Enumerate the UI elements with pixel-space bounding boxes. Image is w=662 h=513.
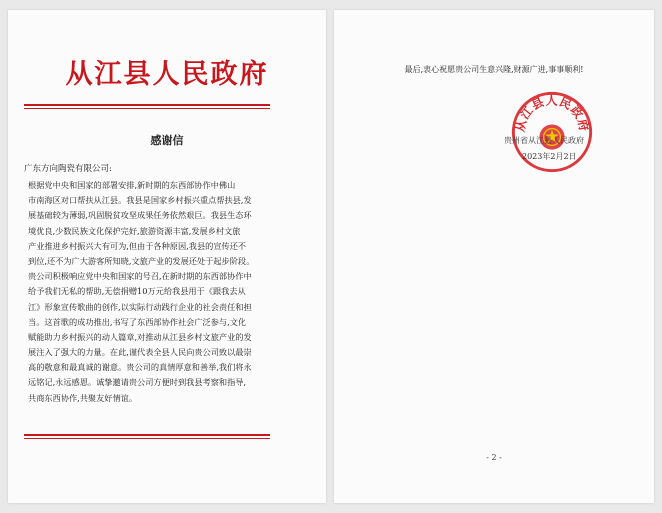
page-number: - 2 -	[486, 453, 502, 462]
signature-organization: 贵州省从江县人民政府	[504, 136, 584, 145]
letter-body-line: 江》形象宣传歌曲的创作,以实际行动践行企业的社会责任和担	[28, 301, 252, 312]
seal-text: 从江县人民政府	[512, 93, 592, 134]
document-page-1	[8, 10, 326, 503]
letter-body-line: 到位,还不为广大游客所知晓,文旅产业的发展还处于起步阶段。	[28, 255, 255, 266]
letterhead-title: 从江县人民政府	[65, 59, 269, 90]
letter-body-line: 当。这首歌的成功推出,书写了东西部协作社会广泛参与,文化	[28, 316, 247, 327]
letter-body-line: 市南海区对口帮扶从江县。我县是国家乡村振兴重点帮扶县,发	[28, 195, 252, 206]
letter-body-line: 共商东西协作,共聚友好情谊。	[28, 392, 138, 403]
letter-body-line: 展注入了强大的力量。在此,谨代表全县人民向贵公司致以最崇	[28, 347, 252, 358]
letter-body-line: 展基础较为薄弱,巩固脱贫攻坚成果任务依然艰巨。我县生态环	[28, 210, 252, 221]
footer-divider-thick	[24, 434, 270, 436]
letter-body-line: 高的敬意和最真诚的谢意。贵公司的真情厚意和善举,我们将永	[28, 362, 252, 373]
letter-body-line: 产业推进乡村振兴大有可为,但由于各种原因,我县的宣传还不	[28, 240, 247, 251]
letter-body-line: 根据党中央和国家的部署安排,新时期的东西部协作中佛山	[28, 180, 236, 190]
footer-divider-thin	[24, 438, 270, 439]
letter-body-line: 赋能助力乡村振兴的动人篇章,对推动从江县乡村文旅产业的发	[28, 331, 252, 342]
letter-body-line: 给予我们无私的帮助,无偿捐赠10万元给我县用于《跟我去从	[28, 286, 246, 297]
salutation: 广东方向陶瓷有限公司:	[24, 164, 112, 174]
header-divider-thick	[24, 104, 270, 106]
document-title: 感谢信	[150, 134, 184, 147]
letter-body-line: 贵公司积极响应党中央和国家的号召,在新时期的东西部协作中	[28, 271, 252, 282]
closing-wishes: 最后,衷心祝愿贵公司生意兴隆,财源广进,事事顺利!	[404, 65, 584, 74]
letter-body-line: 远铭记,永远感恩。诚挚邀请贵公司方便时到我县考察和指导,	[28, 377, 247, 388]
signature-date: 2023年2月2日	[522, 152, 577, 161]
letter-body	[28, 178, 282, 406]
letter-body-line: 境优良,少数民族文化保护完好,旅游资源丰富,发展乡村文旅	[28, 225, 241, 236]
document-page-2	[334, 10, 654, 503]
header-divider-thin	[24, 108, 270, 109]
